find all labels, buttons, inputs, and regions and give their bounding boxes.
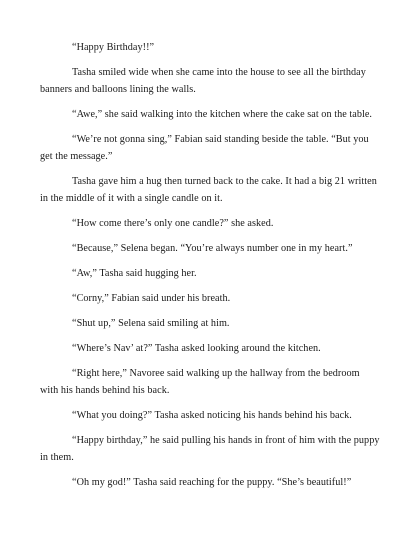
paragraph: “Aw,” Tasha said hugging her. bbox=[72, 268, 197, 279]
paragraph: “Awe,” she said walking into the kitchen where the cake sat on the table. bbox=[72, 109, 373, 120]
paragraph: Tasha gave him a hug then turned back to the cake. It had a big 21 written in the middle of it with a single candle on it. bbox=[40, 176, 377, 204]
paragraph: “Oh my god!” Tasha said reaching for the puppy. “She’s beautiful!” bbox=[72, 477, 352, 488]
paragraph: “How come there’s only one candle?” she asked. bbox=[72, 218, 274, 229]
paragraph: “Because,” Selena began. “You’re always number one in my heart.” bbox=[72, 243, 353, 254]
paragraph: Tasha smiled wide when she came into the house to see all the birthday banners and balloons lining the walls. bbox=[40, 67, 366, 95]
paragraph: “Right here,” Navoree said walking up the hallway from the bedroom with his hands behind his back. bbox=[40, 368, 360, 396]
paragraph: “Corny,” Fabian said under his breath. bbox=[72, 293, 231, 304]
paragraph: “Happy birthday,” he said pulling his hands in front of him with the puppy in them. bbox=[40, 435, 380, 463]
paragraph: “Shut up,” Selena said smiling at him. bbox=[72, 318, 230, 329]
paragraph: “What you doing?” Tasha asked noticing his hands behind his back. bbox=[72, 410, 352, 421]
paragraph: “We’re not gonna sing,” Fabian said standing beside the table. “But you get the message.” bbox=[40, 134, 369, 162]
paragraph: “Happy Birthday!!” bbox=[72, 42, 155, 53]
paragraph: “Where’s Nav’ at?” Tasha asked looking around the kitchen. bbox=[72, 343, 321, 354]
